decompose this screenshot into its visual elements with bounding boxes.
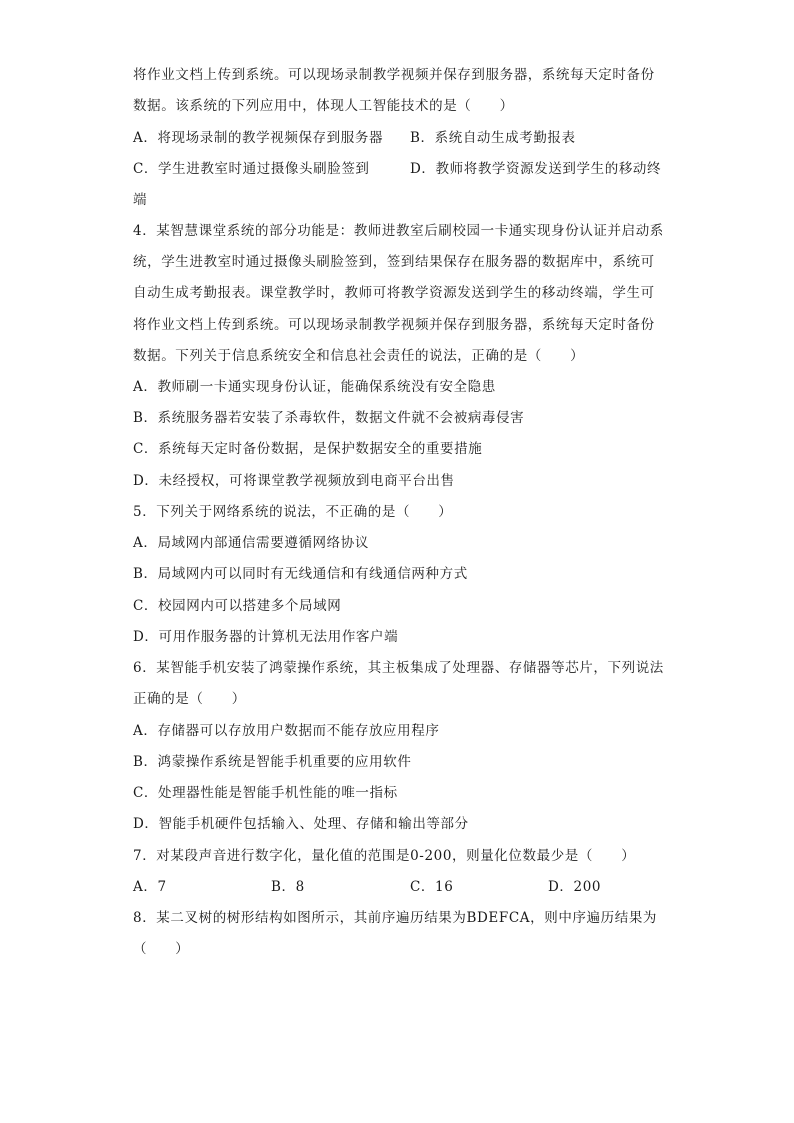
q7-stem: 7．对某段声音进行数字化，量化值的范围是0-200，则量化位数最少是（ ） bbox=[133, 848, 636, 864]
q3-stem-line-1: 将作业文档上传到系统。可以现场录制教学视频并保存到服务器，系统每天定时备份 bbox=[133, 67, 655, 83]
q6-option-d: D．智能手机硬件包括输入、处理、存储和输出等部分 bbox=[133, 816, 469, 832]
q7-option-c: C．16 bbox=[410, 879, 454, 895]
q3-option-b: B．系统自动生成考勤报表 bbox=[410, 130, 576, 146]
q5-option-a: A．局域网内部通信需要遵循网络协议 bbox=[133, 535, 369, 551]
q3-option-c: C．学生进教室时通过摄像头刷脸签到 bbox=[133, 161, 370, 177]
q4-option-a: A．教师刷一卡通实现身份认证，能确保系统没有安全隐患 bbox=[133, 379, 496, 395]
q7-option-b: B．8 bbox=[271, 879, 305, 895]
q7-option-d: D．200 bbox=[548, 879, 602, 895]
q4-option-d: D．未经授权，可将课堂教学视频放到电商平台出售 bbox=[133, 473, 455, 489]
q3-option-d-line-2: 端 bbox=[133, 192, 148, 208]
q6-stem-line-1: 6．某智能手机安装了鸿蒙操作系统，其主板集成了处理器、存储器等芯片，下列说法 bbox=[133, 660, 664, 676]
q4-stem-line-5: 数据。下列关于信息系统安全和信息社会责任的说法，正确的是（ ） bbox=[133, 348, 585, 364]
q4-stem-line-3: 自动生成考勤报表。课堂教学时，教师可将教学资源发送到学生的移动终端，学生可 bbox=[133, 285, 655, 301]
q3-option-a: A．将现场录制的教学视频保存到服务器 bbox=[133, 130, 384, 146]
q6-option-a: A．存储器可以存放用户数据而不能存放应用程序 bbox=[133, 723, 440, 739]
q4-option-b: B．系统服务器若安装了杀毒软件，数据文件就不会被病毒侵害 bbox=[133, 410, 525, 426]
q4-stem-line-1: 4．某智慧课堂系统的部分功能是：教师进教室后刷校园一卡通实现身份认证并启动系 bbox=[133, 223, 664, 239]
q4-option-c: C．系统每天定时备份数据，是保护数据安全的重要措施 bbox=[133, 441, 483, 457]
q6-option-b: B．鸿蒙操作系统是智能手机重要的应用软件 bbox=[133, 754, 412, 770]
q5-option-c: C．校园网内可以搭建多个局域网 bbox=[133, 598, 342, 614]
q4-stem-line-2: 统，学生进教室时通过摄像头刷脸签到，签到结果保存在服务器的数据库中，系统可 bbox=[133, 254, 655, 270]
q4-stem-line-4: 将作业文档上传到系统。可以现场录制教学视频并保存到服务器，系统每天定时备份 bbox=[133, 317, 655, 333]
q3-option-d-line-1: D．教师将教学资源发送到学生的移动终 bbox=[410, 161, 662, 177]
q3-stem-line-2: 数据。该系统的下列应用中，体现人工智能技术的是（ ） bbox=[133, 98, 514, 114]
q5-option-b: B．局域网内可以同时有无线通信和有线通信两种方式 bbox=[133, 566, 468, 582]
q8-stem-line-2: （ ） bbox=[133, 941, 190, 957]
q6-option-c: C．处理器性能是智能手机性能的唯一指标 bbox=[133, 785, 398, 801]
q5-option-d: D．可用作服务器的计算机无法用作客户端 bbox=[133, 629, 399, 645]
q6-stem-line-2: 正确的是（ ） bbox=[133, 691, 246, 707]
q5-stem: 5．下列关于网络系统的说法，不正确的是（ ） bbox=[133, 504, 453, 520]
q7-option-a: A．7 bbox=[133, 879, 167, 895]
q8-stem-line-1: 8．某二叉树的树形结构如图所示，其前序遍历结果为BDEFCA，则中序遍历结果为 bbox=[133, 910, 658, 926]
